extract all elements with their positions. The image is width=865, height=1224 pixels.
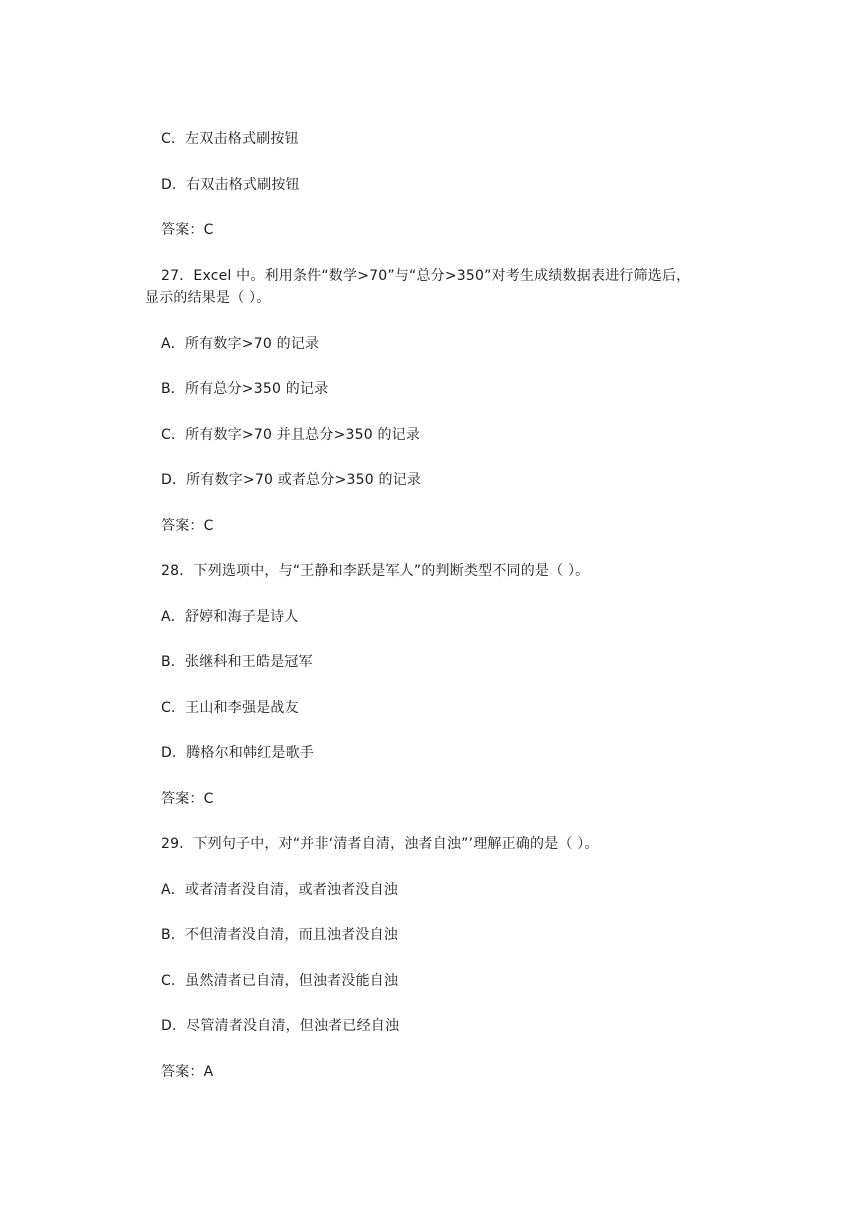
q27-option-a: A．所有数字>70 的记录 [161, 336, 320, 352]
q26-answer: 答案：C [161, 222, 214, 238]
q29-answer: 答案：A [161, 1064, 214, 1080]
q28-answer: 答案：C [161, 791, 214, 807]
q28-option-d: D．腾格尔和韩红是歌手 [161, 745, 314, 761]
q28-option-b: B．张继科和王皓是冠军 [161, 654, 313, 670]
q27-stem-line2: 显示的结果是（ ）。 [145, 290, 271, 306]
q29-option-b: B．不但清者没自清，而且浊者没自浊 [161, 927, 399, 943]
q28-option-c: C．王山和李强是战友 [161, 700, 299, 716]
q28-option-a: A．舒婷和海子是诗人 [161, 609, 299, 625]
q29-option-a: A．或者清者没自清，或者浊者没自浊 [161, 882, 398, 898]
q26-option-d: D．右双击格式刷按钮 [161, 177, 300, 193]
q27-answer: 答案：C [161, 518, 214, 534]
q27-option-b: B．所有总分>350 的记录 [161, 381, 329, 397]
q29-option-d: D．尽管清者没自清，但浊者已经自浊 [161, 1018, 400, 1034]
q27-option-c: C．所有数字>70 并且总分>350 的记录 [161, 427, 421, 443]
q29-stem: 29．下列句子中，对“并非‘清者自清，浊者自浊”’理解正确的是（ ）。 [161, 836, 599, 852]
q26-option-c: C．左双击格式刷按钮 [161, 131, 299, 147]
q29-option-c: C．虽然清者已自清，但浊者没能自浊 [161, 973, 399, 989]
q28-stem: 28．下列选项中，与“王静和李跃是军人”的判断类型不同的是（ ）。 [161, 563, 590, 579]
q27-stem-line1: 27．Excel 中。利用条件“数学>70”与“总分>350”对考生成绩数据表进行筛选后， [161, 268, 691, 284]
q27-option-d: D．所有数字>70 或者总分>350 的记录 [161, 472, 422, 488]
